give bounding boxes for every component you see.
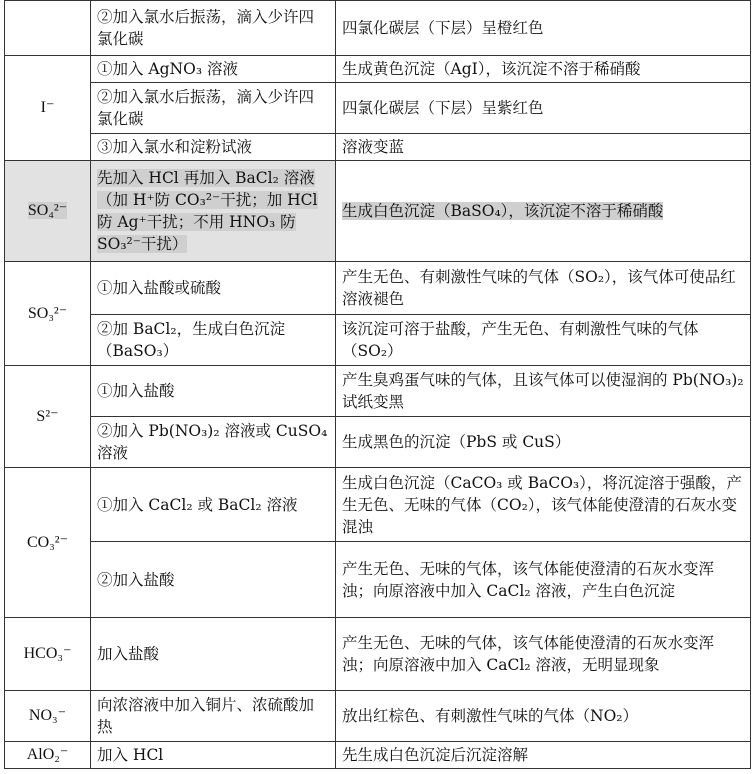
result-cell: 四氯化碳层（下层）呈橙红色 <box>336 1 751 56</box>
test-cell: ①加入盐酸或硫酸 <box>91 262 336 315</box>
table-row <box>5 366 751 417</box>
result-cell: 该沉淀可溶于盐酸，产生无色、有刺激性气味的气体（SO₂） <box>336 315 751 366</box>
test-cell: ②加入盐酸 <box>91 542 336 618</box>
result-cell: 产生臭鸡蛋气味的气体，且该气体可以使湿润的 Pb(NO₃)₂ 试纸变黑 <box>336 366 751 417</box>
test-cell: ②加 BaCl₂，生成白色沉淀（BaSO₃） <box>91 315 336 366</box>
ion-cell <box>5 1 91 56</box>
table-row <box>5 56 751 83</box>
table-row <box>5 618 751 691</box>
table-row <box>5 161 751 262</box>
table-row <box>5 742 751 769</box>
result-cell: 生成黄色沉淀（AgI），该沉淀不溶于稀硝酸 <box>336 56 751 83</box>
result-cell: 产生无色、无味的气体，该气体能使澄清的石灰水变浑浊；向原溶液中加入 CaCl₂ 溶液，产生白色沉淀 <box>336 542 751 618</box>
result-cell: 先生成白色沉淀后沉淀溶解 <box>336 742 751 769</box>
ion-cell: HCO₃⁻ <box>5 618 91 691</box>
test-cell: ③加入氯水和淀粉试液 <box>91 134 336 161</box>
result-cell: 四氯化碳层（下层）呈紫红色 <box>336 83 751 134</box>
result-cell: 产生无色、无味的气体，该气体能使澄清的石灰水变浑浊；向原溶液中加入 CaCl₂ 溶液，无明显现象 <box>336 618 751 691</box>
table-row <box>5 468 751 542</box>
ion-test-table <box>4 0 751 769</box>
test-cell: ①加入 CaCl₂ 或 BaCl₂ 溶液 <box>91 468 336 542</box>
result-cell <box>336 161 751 262</box>
test-text: 先加入 HCl 再加入 BaCl₂ 溶液（加 H⁺防 CO₃²⁻干扰；加 HCl 防 Ag⁺干扰；不用 HNO₃ 防 SO₃²⁻干扰） <box>97 169 318 253</box>
test-cell: ①加入盐酸 <box>91 366 336 417</box>
test-cell: ②加入 Pb(NO₃)₂ 溶液或 CuSO₄ 溶液 <box>91 417 336 468</box>
ion-cell: CO₃²⁻ <box>5 468 91 618</box>
result-cell: 放出红棕色、有刺激性气味的气体（NO₂） <box>336 691 751 742</box>
table-row <box>5 315 751 366</box>
table-row <box>5 134 751 161</box>
ion-label: SO₄²⁻ <box>27 202 68 219</box>
result-cell: 产生无色、有刺激性气味的气体（SO₂），该气体可使品红溶液褪色 <box>336 262 751 315</box>
ion-cell <box>5 161 91 262</box>
ion-cell: NO₃⁻ <box>5 691 91 742</box>
table-row <box>5 262 751 315</box>
result-text: 生成白色沉淀（BaSO₄），该沉淀不溶于稀硝酸 <box>342 202 664 220</box>
test-cell: 向浓溶液中加入铜片、浓硫酸加热 <box>91 691 336 742</box>
table-row <box>5 417 751 468</box>
ion-cell: AlO₂⁻ <box>5 742 91 769</box>
test-cell: 加入 HCl <box>91 742 336 769</box>
test-cell <box>91 161 336 262</box>
table-row <box>5 1 751 56</box>
test-cell: ①加入 AgNO₃ 溶液 <box>91 56 336 83</box>
table-row <box>5 691 751 742</box>
test-cell: ②加入氯水后振荡，滴入少许四氯化碳 <box>91 1 336 56</box>
result-cell: 生成黑色的沉淀（PbS 或 CuS） <box>336 417 751 468</box>
result-cell: 溶液变蓝 <box>336 134 751 161</box>
result-cell: 生成白色沉淀（CaCO₃ 或 BaCO₃），将沉淀溶于强酸，产生无色、无味的气体（CO₂），该气体能使澄清的石灰水变混浊 <box>336 468 751 542</box>
table-row <box>5 83 751 134</box>
table-row <box>5 542 751 618</box>
ion-cell: I⁻ <box>5 56 91 161</box>
test-cell: ②加入氯水后振荡，滴入少许四氯化碳 <box>91 83 336 134</box>
ion-cell: S²⁻ <box>5 366 91 468</box>
test-cell: 加入盐酸 <box>91 618 336 691</box>
ion-cell: SO₃²⁻ <box>5 262 91 366</box>
